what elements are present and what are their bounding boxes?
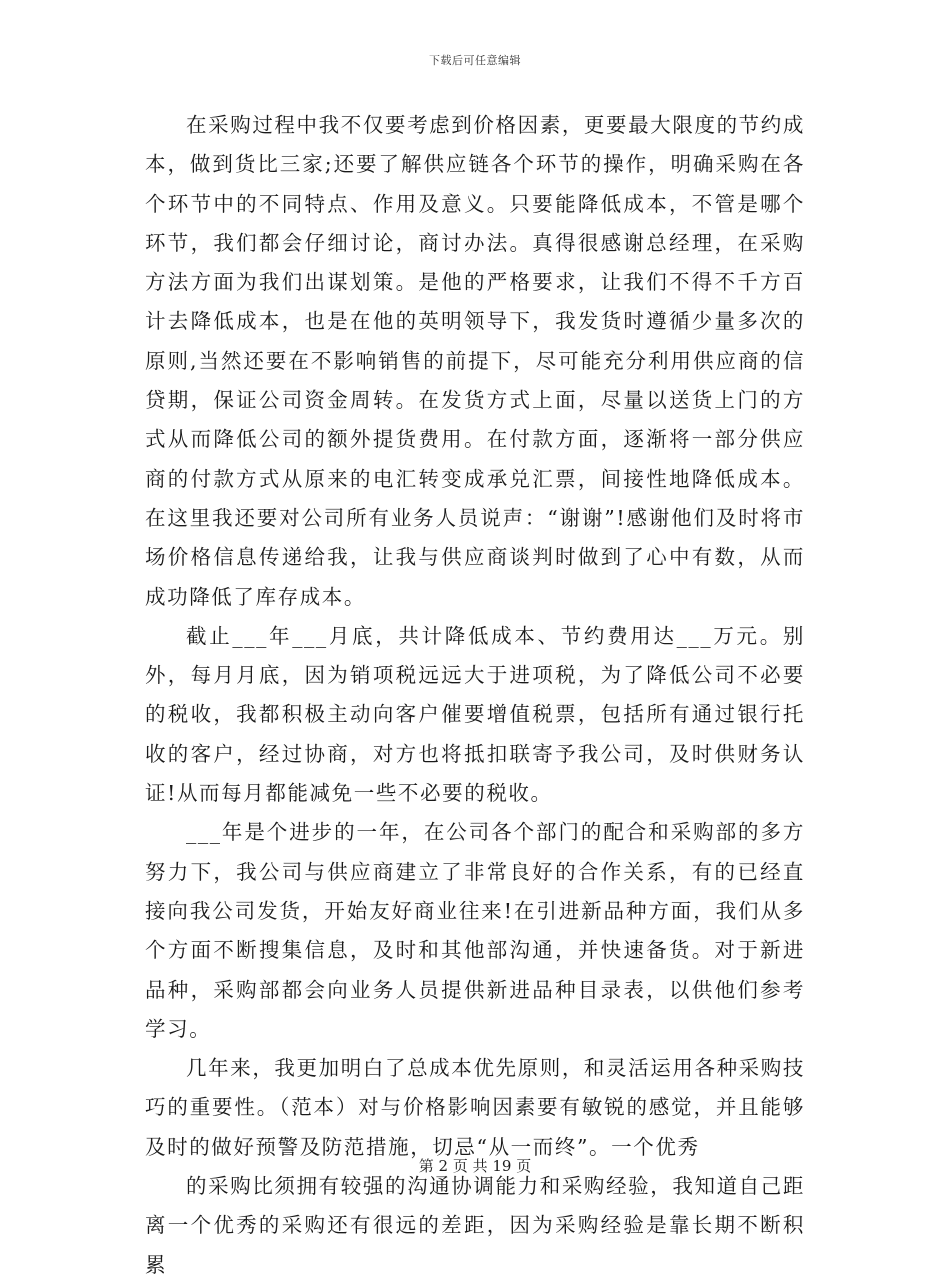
page-header: 下载后可任意编辑 — [429, 54, 521, 67]
paragraph-procurement-cost: 在采购过程中我不仅要考虑到价格因素，更要最大限度的节约成本，做到货比三家;还要了解供应链各个环节的操作，明确采购在各个环节中的不同特点、作用及意义。只要能降低成本，不管是哪个环节，我们都会仔细讨论，商讨办法。真得很感谢总经理，在采购方法方面为我们出谋划策。是他的严格要求，让我们不得不千方百计去降低成本，也是在他的英明领导下，我发货时遵循少量多次的原则,当然还要在不影响销售的前提下，尽可能充分利用供应商的信贷期，保证公司资金周转。在发货方式上面，尽量以送货上门的方式从而降低公司的额外提货费用。在付款方面，逐渐将一部分供应商的付款方式从原来的电汇转变成承兑汇票，间接性地降低成本。在这里我还要对公司所有业务人员说声：“谢谢”!感谢他们及时将市场价格信息传递给我，让我与供应商谈判时做到了心中有数，从而成功降低了库存成本。 — [145, 113, 805, 609]
paragraph-progress-year: ___年是个进步的一年，在公司各个部门的配合和采购部的多方努力下，我公司与供应商建立了非常良好的合作关系，有的已经直接向我公司发货，开始友好商业往来!在引进新品种方面，我们从多个方面不断搜集信息，及时和其他部沟通，并快速备货。对于新进品种，采购部都会向业务人员提供新进品种目录表，以供他们参考学习。 — [145, 820, 805, 1041]
paragraph-excellent-buyer: 的采购比须拥有较强的沟通协调能力和采购经验，我知道自己距离一个优秀的采购还有很远的差距，因为采购经验是靠长期不断积累 — [145, 1174, 805, 1277]
page-number: 第 2 页 共 19 页 — [418, 1157, 532, 1175]
paragraph-cost-priority: 几年来，我更加明白了总成本优先原则，和灵活运用各种采购技巧的重要性。（范本）对与价格影响因素要有敏锐的感觉，并且能够及时的做好预警及防范措施，切忌“从一而终”。一个优秀 — [145, 1056, 805, 1159]
document-body — [145, 106, 805, 1285]
paragraph-cost-savings: 截止___年___月底，共计降低成本、节约费用达___万元。别外，每月月底，因为销项税远远大于进项税，为了降低公司不必要的税收，我都积极主动向客户催要增值税票，包括所有通过银行托收的客户，经过协商，对方也将抵扣联寄予我公司，及时供财务认证!从而每月都能减免一些不必要的税收。 — [145, 623, 805, 806]
